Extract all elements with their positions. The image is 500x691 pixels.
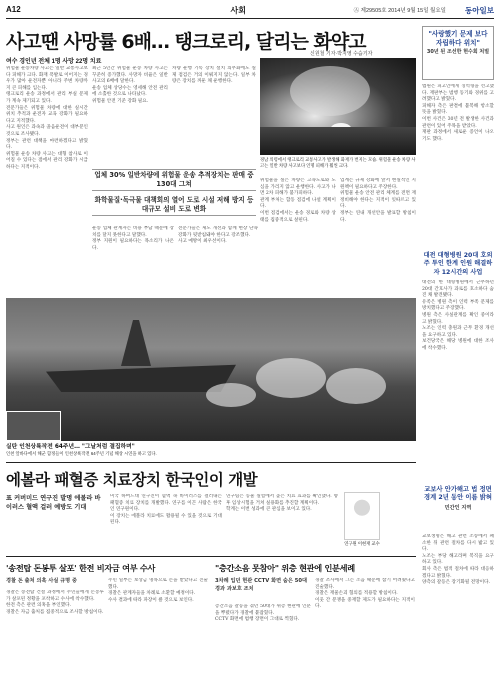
lead-line: 여수 경인년 전체 1명 사망 22명 치료: [6, 59, 102, 65]
article-body-col3: 차량 운행 기록 장치 설치 의무화에도 실제 점검은 거의 이뤄지지 않는다. 일부 차량은 장치를 꺼둔 채 운행한다.: [172, 66, 256, 85]
article-body-col1: 위험물 운송차량 사고는 일반 교통사고보다 피해가 크다. 화재 폭발로 이어지는 경우가 많아 운전자뿐 아니라 주변 차량까지 큰 피해를 입는다. 탱크로리 운송 과정에서 관리 부실 문제가 계속 제기되고 있다. 전문가들은 위험물 차량에 대한 실시간 위치 추적과 운전자 교육 강화가 필요하다고 지적했다. 사고 원인은 과속과 졸음운전이 대부분인 것으로 조사됐다. 정부는 관련 대책을 마련하겠다고 밝혔다. 위험물 운송 차량 사고는 대형 참사로 이어질 수 있다는 점에서 관리 강화가 시급하다는 지적이다.: [6, 66, 88, 170]
article-body-col7: 업계는 규제 강화에 앞서 현실적인 지원책이 필요하다고 주장한다. 위험물 운송 안전 관리 체계를 전면 재정비해야 한다는 지적이 잇따르고 있다. 정부는 연내 개선안을 발표할 방침이다.: [340, 178, 416, 223]
bottom-body-2b: 경찰 조사에서 그는 소음 때문에 참기 어려웠다고 진술했다. 경찰은 재물손괴 혐의를 적용할 방침이다. 이웃 간 분쟁을 중재할 제도가 필요하다는 지적이다.: [315, 578, 415, 610]
researcher-portrait: [344, 492, 380, 540]
right-col-body-3: 교보생명은 해고 관련 소송에서 패소한 뒤 관련 절차를 다시 밟고 있다. 노조는 부당 해고라며 복직을 요구하고 있다. 회사 측은 법적 절차에 따라 대응하겠다고 밝혔다. 양측의 갈등은 장기화될 전망이다.: [422, 534, 494, 586]
issue-meta: Ⓐ 제29505호 2014년 9월 15일 월요일: [353, 8, 446, 14]
right-top-sub: 30년 된 조선한 현수회 처벌: [426, 49, 490, 55]
bottom-headline-2: "층간소음 못참아" 위층 현관에 인분세례: [215, 563, 355, 573]
bottom-body-1b: 주민 일부는 보상금 명목으로 돈을 받았다고 진술했다. 경찰은 관계자들을 차례로 소환할 예정이다. 수사 결과에 따라 파장이 클 것으로 보인다.: [108, 578, 208, 603]
bottom-sub-1: 경찰 돈 출처 의혹 사실 규명 중: [6, 578, 77, 584]
newspaper-brand: 동아일보: [465, 6, 494, 15]
right-bottom-box: [422, 486, 494, 512]
byline: 신원철 기자·박지영 수습기자: [310, 51, 373, 57]
right-bottom-sub: 민간인 지역: [444, 504, 472, 511]
right-col-body-1: 법원은 피고인에게 징역형을 선고했다. 재판부는 범행 동기와 경위를 고려했다고 밝혔다. 피해자 측은 판결에 불복해 항소할 뜻을 밝혔다. 이번 사건은 30년 전 발생한 사건과 관련이 있어 주목을 받았다. 재판 과정에서 새로운 증언이 나오기도 했다.: [422, 84, 494, 142]
bottom-body-2a: 층간소음 갈등을 겪던 50대가 위층 현관에 인분을 뿌렸다가 경찰에 붙잡혔다. CCTV 화면에 범행 장면이 그대로 찍혔다.: [215, 604, 311, 623]
ebola-body-col1: 미국 하버드대 연구진이 혈액 속 바이러스를 걸러내는 패혈증 치료 장치를 개발했다. 연구를 이끈 사람은 한국인 연구원이다. 이 장치는 에볼라 치료에도 활용될 수 있을 것으로 기대된다.: [110, 494, 222, 526]
bottom-divider: [6, 556, 416, 557]
ebola-subhead: 표 커버미드 연구진 발명 에볼라 바이러스 혈액 걸러 예방도 기대: [6, 495, 101, 511]
page-number: A12: [6, 5, 21, 14]
article-body-col4: 운송 업체 관계자는 비용 부담 때문에 장치를 달지 못한다고 말했다. 정부 지원이 필요하다는 목소리가 나온다.: [92, 226, 174, 251]
section-divider: [6, 462, 416, 463]
portrait-caption: 연구원 이현재 교수: [344, 541, 380, 546]
right-mid-headline: 대전 대형병원 20대 호외주 투인 한계 인원 해결하자 12시간의 사업: [423, 252, 493, 276]
bottom-sub-2: 3차례 입던 현관 CCTV 화면 숨은 50대 경과 과보호 조치: [215, 578, 307, 592]
subhead-1: 업체 30% 일반차량에 위험물 운송 추적장치는 판매 중 130대 그쳐: [92, 168, 256, 192]
warship-photo: [6, 298, 416, 441]
tanker-fire-photo: [260, 58, 416, 155]
subhead-2: 화학물질·독극물 대책회의 열어 도로 시설 저해 방지 등 대규모 설비 도로 변화: [92, 196, 256, 217]
page-header: [6, 5, 494, 19]
main-headline: 사고땐 사망률 6배… 탱크로리, 달리는 화약고: [6, 31, 366, 53]
ship-photo-caption: 인천 앞바다에서 해군 함정들이 인천상륙작전 64주년 기념 해상 시연을 하고 있다.: [6, 451, 157, 456]
section-label: 사회: [230, 6, 246, 15]
bottom-headline-1: '송전탑 돈봉투 살포' 한전 비자금 여부 수사: [6, 563, 156, 573]
right-top-title: "사랑했기 문제 보다 자립하다 위치": [428, 30, 488, 47]
bottom-body-1a: 경찰은 송전탑 건설 과정에서 주민들에게 돈봉투가 살포된 정황을 포착하고 수사에 착수했다. 한전 측은 관련 의혹을 부인했다. 경찰은 자금 출처를 집중적으로 조사할 방침이다.: [6, 590, 104, 615]
ship-caption-title: 실탄 인천상륙작전 64주년… "그날처럼 결집하며": [6, 444, 135, 450]
article-body-col5: 전문가들은 제도 개선과 함께 현장 단속 강화가 뒷받침돼야 한다고 강조했다. 사고 예방이 최우선이다.: [178, 226, 258, 245]
article-body-col6: 위험물을 실은 차량은 고속도로와 도심을 가리지 않고 운행한다. 사고가 나면 2차 피해가 불가피하다. 관계 부처는 합동 점검에 나설 계획이다. 이번 점검에서는 운송 경로와 차량 상태를 집중적으로 살핀다.: [260, 178, 336, 223]
right-col-body-2: 대전의 한 대형병원에서 근무하던 20대 간호사가 과로를 호소하다 숨진 채 발견됐다. 유족은 병원 측이 인력 부족 문제를 방치했다고 주장했다. 병원 측은 사실관계를 확인 중이라고 밝혔다. 노조는 인력 충원과 근무 환경 개선을 요구하고 있다. 보건당국은 해당 병원에 대한 조사에 착수했다.: [422, 280, 494, 351]
ebola-body-col2: 연구팀은 동물 실험에서 높은 치료 효과를 확인했다. 향후 임상시험을 거쳐 실용화를 추진할 계획이다. 학계는 이번 성과에 큰 관심을 보이고 있다.: [226, 494, 338, 513]
right-top-box: [422, 26, 494, 80]
ebola-headline: 에볼라 패혈증 치료장치 한국인이 개발: [6, 471, 258, 489]
article-body-col2: 최근 5년간 위험물 운송 차량 사고는 꾸준히 증가했다. 사망자 비율은 일반 사고의 6배에 달한다. 운송 업체 상당수는 영세해 안전 관리에 소홀한 것으로 나타났다. 위험물 안전 기준 강화 필요.: [92, 66, 168, 104]
right-bottom-title: 교보사 안가해고 법 정면 경계 2년 동안 이름 밝혀: [424, 486, 492, 502]
fire-photo-caption: 경남 의령에서 탱크로리 교통사고가 발생해 화재가 번지는 모습. 위험물 운송 차량 사고는 일반 차량 사고보다 인명 피해가 훨씬 크다.: [260, 157, 416, 168]
